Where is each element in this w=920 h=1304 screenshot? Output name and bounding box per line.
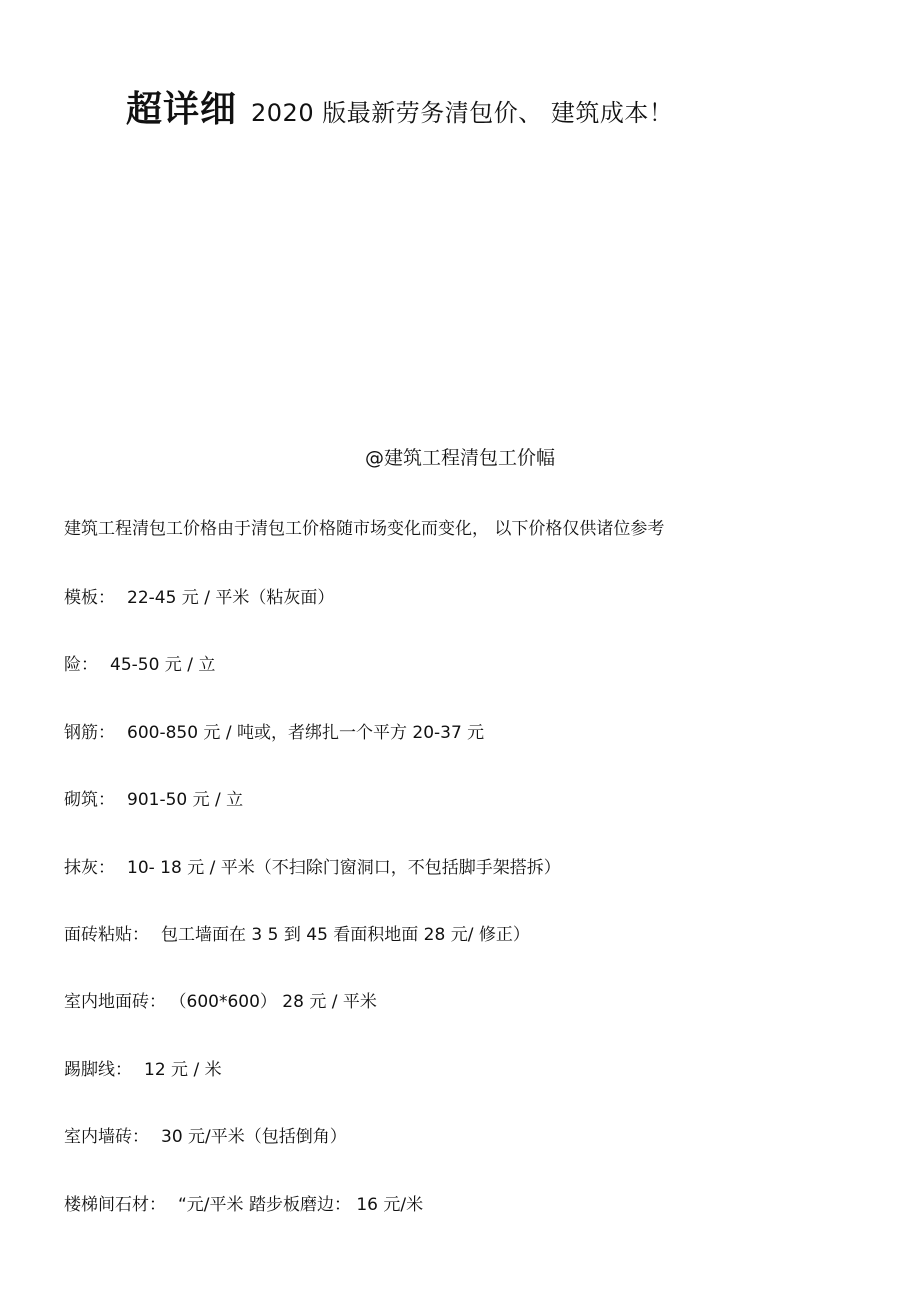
document-title (126, 89, 674, 130)
price-item (64, 588, 561, 655)
price-item (64, 925, 561, 992)
price-item (64, 723, 561, 790)
price-item (64, 790, 561, 857)
price-item (64, 858, 561, 925)
price-item-label: 踢脚线： (64, 1059, 132, 1080)
price-item-value: 30 元/平米（包括倒角） (161, 1127, 347, 1148)
price-item-value: 包工墙面在 3 5 到 45 看面积地面 28 元/ 修正） (161, 924, 530, 945)
price-item-label: 钢筋： (64, 722, 115, 743)
price-item-label: 楼梯间石材： (64, 1194, 166, 1215)
price-item-value: 901-50 元 / 立 (127, 790, 244, 811)
title-text: 2020 版最新劳务清包价、 建筑成本！ (251, 99, 674, 127)
section-heading: @建筑工程清包工价幅 (364, 447, 555, 469)
price-item-label: 抹灰： (64, 857, 115, 878)
price-item (64, 1060, 561, 1127)
price-item-value: “元/平米 踏步板磨边： 16 元/米 (178, 1194, 424, 1215)
price-item-label: 面砖粘贴： (64, 924, 149, 945)
intro-paragraph: 建筑工程清包工价格由于清包工价格随市场变化而变化， 以下价格仅供诸位参考 (64, 519, 665, 539)
price-item-value: 22-45 元 / 平米（粘灰面） (127, 588, 335, 608)
price-item (64, 655, 561, 722)
price-item-value: 45-50 元 / 立 (110, 655, 216, 676)
title-emphasis: 超详细 (126, 89, 238, 130)
price-item-label: 室内墙砖： (64, 1127, 149, 1148)
price-item-value: 10- 18 元 / 平米（不扫除门窗洞口，不包括脚手架搭拆） (127, 857, 561, 878)
price-item-value: （600*600） 28 元 / 平米 (178, 992, 377, 1013)
price-item (64, 992, 561, 1059)
price-item (64, 1195, 561, 1262)
price-item-label: 险： (64, 655, 98, 676)
price-item-label: 模板： (64, 588, 115, 608)
price-item (64, 1127, 561, 1194)
price-item-value: 600-850 元 / 吨或，者绑扎一个平方 20-37 元 (127, 722, 485, 743)
price-list (64, 588, 561, 1262)
price-item-value: 12 元 / 米 (144, 1059, 222, 1080)
price-item-label: 砌筑： (64, 790, 115, 811)
price-item-label: 室内地面砖： (64, 992, 166, 1013)
